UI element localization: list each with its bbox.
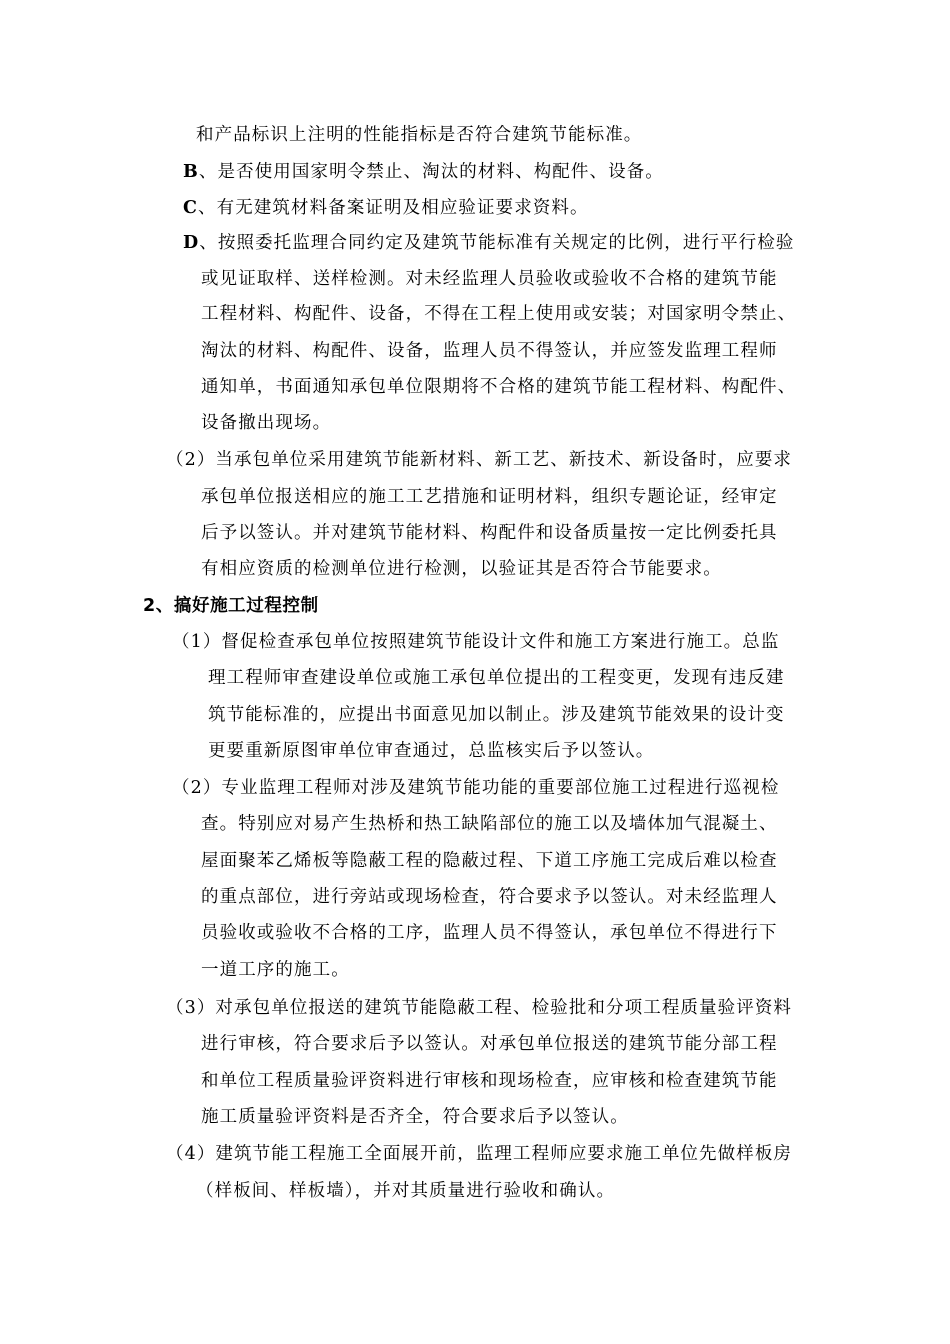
paragraph-line: 承包单位报送相应的施工工艺措施和证明材料，组织专题论证，经审定 [201,487,778,507]
paragraph-line: 工程材料、构配件、设备，不得在工程上使用或安装；对国家明令禁止、 [201,304,797,324]
paragraph-line: 通知单，书面通知承包单位限期将不合格的建筑节能工程材料、构配件、 [201,377,797,397]
paragraph-line: 或见证取样、送样检测。对未经监理人员验收或验收不合格的建筑节能 [201,269,778,289]
paragraph-line: 和产品标识上注明的性能指标是否符合建筑节能标准。 [196,125,643,145]
numbered-item: （1）督促检查承包单位按照建筑节能设计文件和施工方案进行施工。总监 [172,632,780,652]
numbered-item: （4）建筑节能工程施工全面展开前，监理工程师应要求施工单位先做样板房 [166,1144,793,1164]
paragraph-line: 进行审核，符合要求后予以签认。对承包单位报送的建筑节能分部工程 [201,1034,778,1054]
paragraph-line: （样板间、样板墙），并对其质量进行验收和确认。 [196,1181,616,1201]
list-item-c [183,196,589,220]
paragraph-line: 有相应资质的检测单位进行检测，以验证其是否符合节能要求。 [201,559,722,579]
numbered-item: （2）专业监理工程师对涉及建筑节能功能的重要部位施工过程进行巡视检 [172,778,780,798]
list-item-b [183,160,664,184]
list-item-d [183,231,794,255]
list-label: C [183,198,199,218]
paragraph-line: 施工质量验评资料是否齐全，符合要求后予以签认。 [201,1107,629,1127]
paragraph-line: 屋面聚苯乙烯板等隐蔽工程的隐蔽过程、下道工序施工完成后难以检查 [201,851,778,871]
paragraph-line: 筑节能标准的，应提出书面意见加以制止。涉及建筑节能效果的设计变 [208,705,785,725]
list-item-text: 、是否使用国家明令禁止、淘汰的材料、构配件、设备。 [198,162,664,182]
section-heading: 2、搞好施工过程控制 [143,596,319,616]
paragraph-line: 后予以签认。并对建筑节能材料、构配件和设备质量按一定比例委托具 [201,523,778,543]
list-label: D [183,233,200,253]
list-item-text: 、有无建筑材料备案证明及相应验证要求资料。 [198,198,589,218]
paragraph-line: 淘汰的材料、构配件、设备，监理人员不得签认，并应签发监理工程师 [201,341,778,361]
numbered-item: （3）对承包单位报送的建筑节能隐蔽工程、检验批和分项工程质量验评资料 [166,998,793,1018]
numbered-item: （2）当承包单位采用建筑节能新材料、新工艺、新技术、新设备时，应要求 [166,450,793,470]
paragraph-line: 一道工序的施工。 [201,960,350,980]
list-label: B [183,162,199,182]
paragraph-line: 设备撤出现场。 [201,413,332,433]
paragraph-line: 查。特别应对易产生热桥和热工缺陷部位的施工以及墙体加气混凝土、 [201,814,778,834]
paragraph-line: 和单位工程质量验评资料进行审核和现场检查，应审核和检查建筑节能 [201,1071,778,1091]
paragraph-line: 的重点部位，进行旁站或现场检查，符合要求予以签认。对未经监理人 [201,887,778,907]
paragraph-line: 员验收或验收不合格的工序，监理人员不得签认，承包单位不得进行下 [201,923,778,943]
paragraph-line: 理工程师审查建设单位或施工承包单位提出的工程变更，发现有违反建 [208,668,785,688]
list-item-text: 、按照委托监理合同约定及建筑节能标准有关规定的比例，进行平行检验 [199,233,795,253]
paragraph-line: 更要重新原图审单位审查通过，总监核实后予以签认。 [208,741,655,761]
